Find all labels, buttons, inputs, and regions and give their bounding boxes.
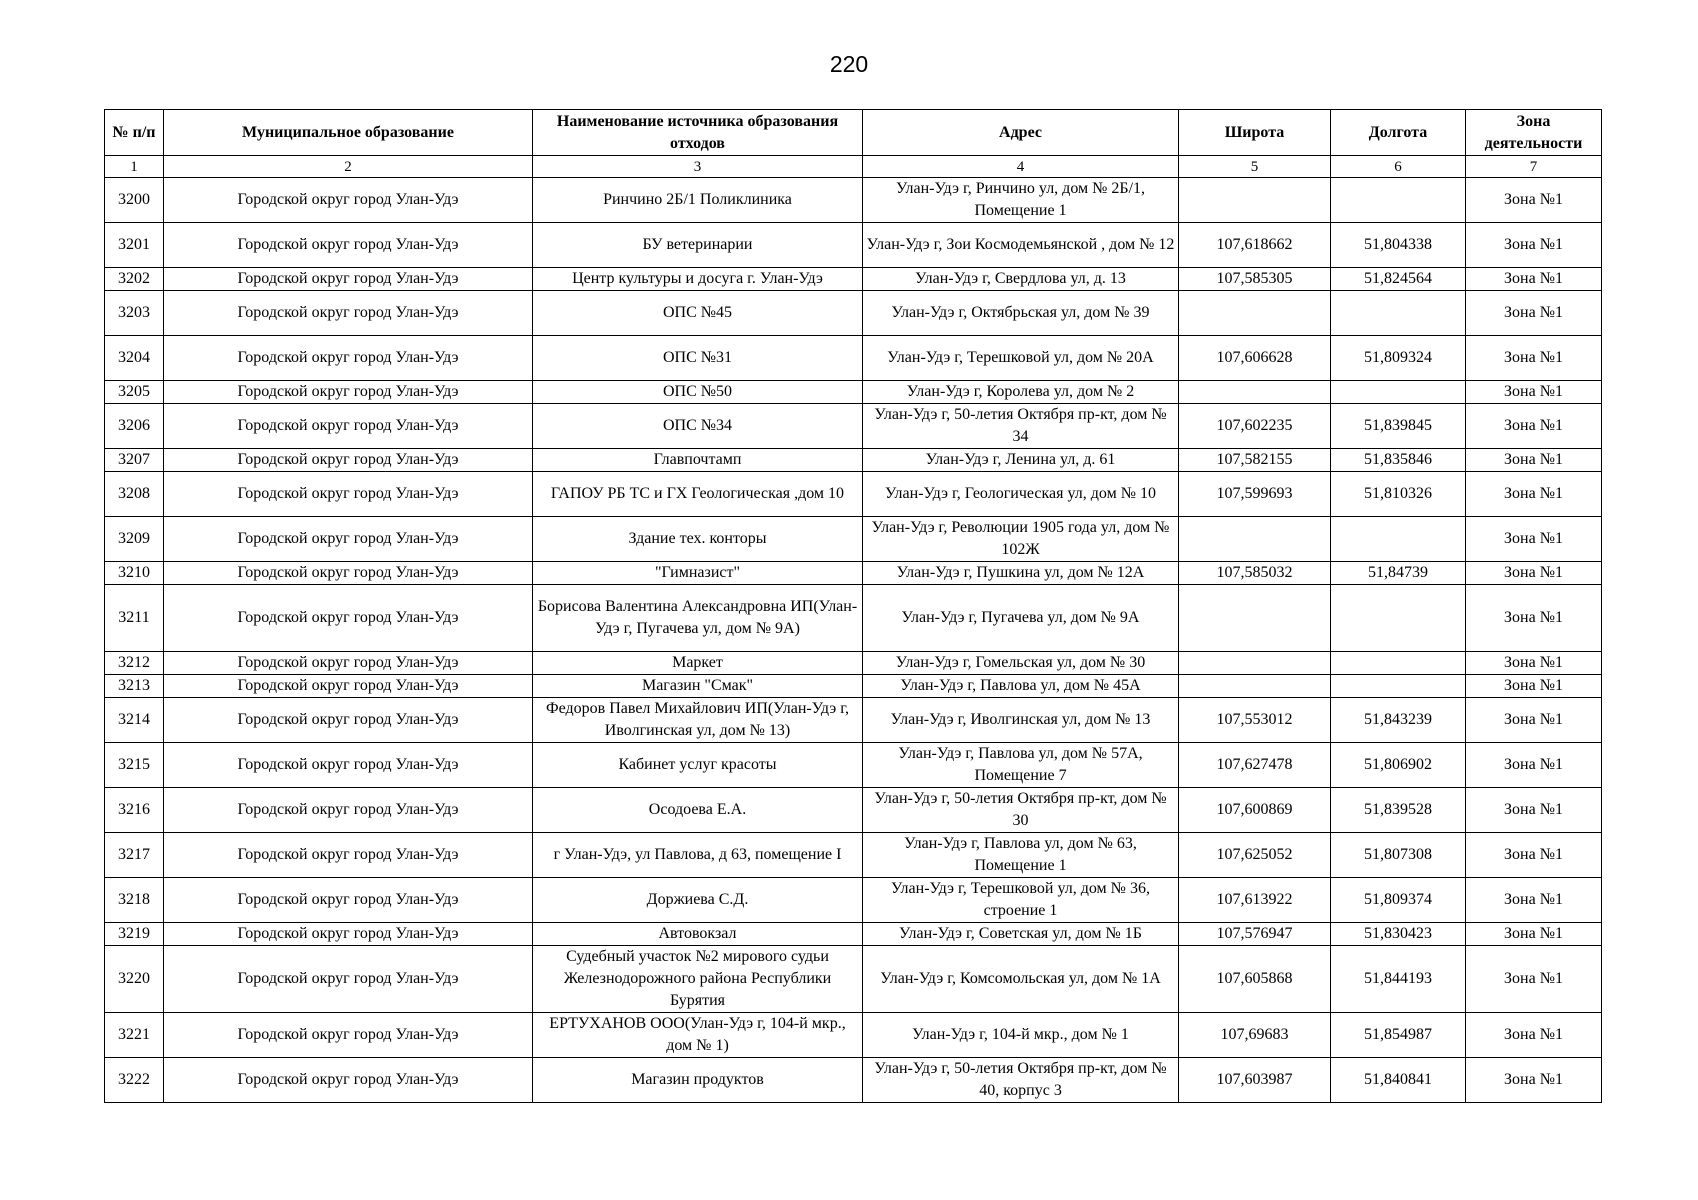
latitude-cell: 107,585032 (1179, 562, 1331, 585)
header-source-name: Наименование источника образования отходов (533, 110, 863, 156)
longitude-cell: 51,830423 (1331, 923, 1466, 946)
source-name-cell: Маркет (533, 652, 863, 675)
municipality-cell: Городской округ город Улан-Удэ (164, 178, 533, 223)
zone-cell: Зона №1 (1466, 381, 1602, 404)
longitude-cell: 51,807308 (1331, 833, 1466, 878)
longitude-cell: 51,824564 (1331, 268, 1466, 291)
latitude-cell: 107,618662 (1179, 223, 1331, 268)
municipality-cell: Городской округ город Улан-Удэ (164, 675, 533, 698)
latitude-cell (1179, 178, 1331, 223)
latitude-cell: 107,576947 (1179, 923, 1331, 946)
table-row (105, 1058, 1602, 1103)
municipality-cell: Городской округ город Улан-Удэ (164, 381, 533, 404)
row-number: 3206 (105, 404, 164, 449)
table-row (105, 268, 1602, 291)
column-number: 3 (533, 156, 863, 178)
longitude-cell: 51,809324 (1331, 336, 1466, 381)
source-name-cell: Федоров Павел Михайлович ИП(Улан-Удэ г, Иволгинская ул, дом № 13) (533, 698, 863, 743)
municipality-cell: Городской округ город Улан-Удэ (164, 449, 533, 472)
longitude-cell (1331, 381, 1466, 404)
address-cell: Улан-Удэ г, Терешковой ул, дом № 36, строение 1 (863, 878, 1179, 923)
longitude-cell: 51,835846 (1331, 449, 1466, 472)
column-number: 4 (863, 156, 1179, 178)
table-row (105, 833, 1602, 878)
address-cell: Улан-Удэ г, Павлова ул, дом № 57А, Помещение 7 (863, 743, 1179, 788)
municipality-cell: Городской округ город Улан-Удэ (164, 788, 533, 833)
source-name-cell: БУ ветеринарии (533, 223, 863, 268)
longitude-cell: 51,810326 (1331, 472, 1466, 517)
latitude-cell: 107,600869 (1179, 788, 1331, 833)
address-cell: Улан-Удэ г, Советская ул, дом № 1Б (863, 923, 1179, 946)
table-row (105, 517, 1602, 562)
zone-cell: Зона №1 (1466, 923, 1602, 946)
column-number-row (105, 156, 1602, 178)
table-row (105, 404, 1602, 449)
latitude-cell: 107,606628 (1179, 336, 1331, 381)
table-row (105, 946, 1602, 1013)
longitude-cell: 51,84739 (1331, 562, 1466, 585)
source-name-cell: "Гимназист" (533, 562, 863, 585)
longitude-cell (1331, 675, 1466, 698)
address-cell: Улан-Удэ г, 104-й мкр., дом № 1 (863, 1013, 1179, 1058)
column-number: 6 (1331, 156, 1466, 178)
row-number: 3218 (105, 878, 164, 923)
address-cell: Улан-Удэ г, Павлова ул, дом № 63, Помещение 1 (863, 833, 1179, 878)
table-row (105, 923, 1602, 946)
longitude-cell: 51,854987 (1331, 1013, 1466, 1058)
municipality-cell: Городской округ город Улан-Удэ (164, 404, 533, 449)
zone-cell: Зона №1 (1466, 878, 1602, 923)
header-longitude: Долгота (1331, 110, 1466, 156)
header-latitude: Широта (1179, 110, 1331, 156)
row-number: 3220 (105, 946, 164, 1013)
source-name-cell: ОПС №45 (533, 291, 863, 336)
zone-cell: Зона №1 (1466, 449, 1602, 472)
zone-cell: Зона №1 (1466, 517, 1602, 562)
row-number: 3208 (105, 472, 164, 517)
municipality-cell: Городской округ город Улан-Удэ (164, 923, 533, 946)
table-row (105, 1013, 1602, 1058)
municipality-cell: Городской округ город Улан-Удэ (164, 1058, 533, 1103)
address-cell: Улан-Удэ г, Октябрьская ул, дом № 39 (863, 291, 1179, 336)
page-number: 220 (829, 51, 869, 77)
longitude-cell: 51,843239 (1331, 698, 1466, 743)
source-name-cell: Автовокзал (533, 923, 863, 946)
source-name-cell: Кабинет услуг красоты (533, 743, 863, 788)
longitude-cell: 51,839528 (1331, 788, 1466, 833)
municipality-cell: Городской округ город Улан-Удэ (164, 698, 533, 743)
longitude-cell: 51,844193 (1331, 946, 1466, 1013)
address-cell: Улан-Удэ г, Революции 1905 года ул, дом № 102Ж (863, 517, 1179, 562)
row-number: 3207 (105, 449, 164, 472)
source-name-cell: ОПС №31 (533, 336, 863, 381)
row-number: 3210 (105, 562, 164, 585)
column-number: 1 (105, 156, 164, 178)
row-number: 3203 (105, 291, 164, 336)
longitude-cell (1331, 585, 1466, 652)
row-number: 3200 (105, 178, 164, 223)
column-number: 7 (1466, 156, 1602, 178)
table-row (105, 585, 1602, 652)
row-number: 3205 (105, 381, 164, 404)
table-row (105, 336, 1602, 381)
municipality-cell: Городской округ город Улан-Удэ (164, 517, 533, 562)
address-cell: Улан-Удэ г, 50-летия Октября пр-кт, дом № 34 (863, 404, 1179, 449)
address-cell: Улан-Удэ г, Свердлова ул, д. 13 (863, 268, 1179, 291)
latitude-cell: 107,69683 (1179, 1013, 1331, 1058)
header-address: Адрес (863, 110, 1179, 156)
latitude-cell: 107,602235 (1179, 404, 1331, 449)
table-row (105, 675, 1602, 698)
address-cell: Улан-Удэ г, 50-летия Октября пр-кт, дом № 30 (863, 788, 1179, 833)
row-number: 3212 (105, 652, 164, 675)
zone-cell: Зона №1 (1466, 178, 1602, 223)
latitude-cell: 107,585305 (1179, 268, 1331, 291)
zone-cell: Зона №1 (1466, 743, 1602, 788)
latitude-cell: 107,599693 (1179, 472, 1331, 517)
zone-cell: Зона №1 (1466, 291, 1602, 336)
latitude-cell (1179, 652, 1331, 675)
table-row (105, 291, 1602, 336)
header-row (105, 110, 1602, 156)
latitude-cell: 107,603987 (1179, 1058, 1331, 1103)
source-name-cell: Судебный участок №2 мирового судьи Железнодорожного района Республики Бурятия (533, 946, 863, 1013)
address-cell: Улан-Удэ г, Ринчино ул, дом № 2Б/1, Помещение 1 (863, 178, 1179, 223)
latitude-cell: 107,605868 (1179, 946, 1331, 1013)
row-number: 3214 (105, 698, 164, 743)
address-cell: Улан-Удэ г, Павлова ул, дом № 45А (863, 675, 1179, 698)
municipality-cell: Городской округ город Улан-Удэ (164, 833, 533, 878)
latitude-cell (1179, 381, 1331, 404)
source-name-cell: ОПС №50 (533, 381, 863, 404)
row-number: 3217 (105, 833, 164, 878)
table-row (105, 788, 1602, 833)
latitude-cell: 107,553012 (1179, 698, 1331, 743)
source-name-cell: Магазин продуктов (533, 1058, 863, 1103)
table-row (105, 381, 1602, 404)
row-number: 3209 (105, 517, 164, 562)
waste-sources-table (104, 109, 1602, 1103)
longitude-cell: 51,840841 (1331, 1058, 1466, 1103)
longitude-cell (1331, 178, 1466, 223)
longitude-cell (1331, 652, 1466, 675)
latitude-cell: 107,627478 (1179, 743, 1331, 788)
address-cell: Улан-Удэ г, Геологическая ул, дом № 10 (863, 472, 1179, 517)
row-number: 3211 (105, 585, 164, 652)
municipality-cell: Городской округ город Улан-Удэ (164, 336, 533, 381)
source-name-cell: Осодоева Е.А. (533, 788, 863, 833)
row-number: 3219 (105, 923, 164, 946)
zone-cell: Зона №1 (1466, 652, 1602, 675)
row-number: 3213 (105, 675, 164, 698)
zone-cell: Зона №1 (1466, 223, 1602, 268)
municipality-cell: Городской округ город Улан-Удэ (164, 291, 533, 336)
source-name-cell: Ринчино 2Б/1 Поликлиника (533, 178, 863, 223)
municipality-cell: Городской округ город Улан-Удэ (164, 472, 533, 517)
longitude-cell: 51,839845 (1331, 404, 1466, 449)
municipality-cell: Городской округ город Улан-Удэ (164, 268, 533, 291)
address-cell: Улан-Удэ г, Комсомольская ул, дом № 1А (863, 946, 1179, 1013)
address-cell: Улан-Удэ г, Иволгинская ул, дом № 13 (863, 698, 1179, 743)
address-cell: Улан-Удэ г, Зои Космодемьянской , дом № 12 (863, 223, 1179, 268)
row-number: 3221 (105, 1013, 164, 1058)
source-name-cell: Магазин "Смак" (533, 675, 863, 698)
row-number: 3202 (105, 268, 164, 291)
source-name-cell: г Улан-Удэ, ул Павлова, д 63, помещение I (533, 833, 863, 878)
municipality-cell: Городской округ город Улан-Удэ (164, 562, 533, 585)
zone-cell: Зона №1 (1466, 946, 1602, 1013)
source-name-cell: Здание тех. конторы (533, 517, 863, 562)
row-number: 3222 (105, 1058, 164, 1103)
row-number: 3201 (105, 223, 164, 268)
address-cell: Улан-Удэ г, Терешковой ул, дом № 20А (863, 336, 1179, 381)
address-cell: Улан-Удэ г, Королева ул, дом № 2 (863, 381, 1179, 404)
column-number: 2 (164, 156, 533, 178)
zone-cell: Зона №1 (1466, 268, 1602, 291)
zone-cell: Зона №1 (1466, 698, 1602, 743)
row-number: 3215 (105, 743, 164, 788)
address-cell: Улан-Удэ г, 50-летия Октября пр-кт, дом № 40, корпус 3 (863, 1058, 1179, 1103)
address-cell: Улан-Удэ г, Гомельская ул, дом № 30 (863, 652, 1179, 675)
table-row (105, 472, 1602, 517)
zone-cell: Зона №1 (1466, 788, 1602, 833)
zone-cell: Зона №1 (1466, 675, 1602, 698)
municipality-cell: Городской округ город Улан-Удэ (164, 585, 533, 652)
latitude-cell (1179, 585, 1331, 652)
table-row (105, 223, 1602, 268)
latitude-cell: 107,625052 (1179, 833, 1331, 878)
latitude-cell: 107,582155 (1179, 449, 1331, 472)
source-name-cell: ГАПОУ РБ ТС и ГХ Геологическая ,дом 10 (533, 472, 863, 517)
source-name-cell: Борисова Валентина Александровна ИП(Улан-Удэ г, Пугачева ул, дом № 9А) (533, 585, 863, 652)
source-name-cell: Главпочтамп (533, 449, 863, 472)
address-cell: Улан-Удэ г, Ленина ул, д. 61 (863, 449, 1179, 472)
latitude-cell (1179, 517, 1331, 562)
table-row (105, 178, 1602, 223)
source-name-cell: Доржиева С.Д. (533, 878, 863, 923)
table-row (105, 562, 1602, 585)
column-number: 5 (1179, 156, 1331, 178)
table-row (105, 698, 1602, 743)
municipality-cell: Городской округ город Улан-Удэ (164, 946, 533, 1013)
zone-cell: Зона №1 (1466, 336, 1602, 381)
zone-cell: Зона №1 (1466, 404, 1602, 449)
municipality-cell: Городской округ город Улан-Удэ (164, 223, 533, 268)
zone-cell: Зона №1 (1466, 833, 1602, 878)
address-cell: Улан-Удэ г, Пугачева ул, дом № 9А (863, 585, 1179, 652)
row-number: 3216 (105, 788, 164, 833)
municipality-cell: Городской округ город Улан-Удэ (164, 1013, 533, 1058)
municipality-cell: Городской округ город Улан-Удэ (164, 743, 533, 788)
source-name-cell: ЕРТУХАНОВ ООО(Улан-Удэ г, 104-й мкр., дом № 1) (533, 1013, 863, 1058)
header-municipality: Муниципальное образование (164, 110, 533, 156)
latitude-cell (1179, 291, 1331, 336)
zone-cell: Зона №1 (1466, 562, 1602, 585)
longitude-cell: 51,806902 (1331, 743, 1466, 788)
source-name-cell: Центр культуры и досуга г. Улан-Удэ (533, 268, 863, 291)
municipality-cell: Городской округ город Улан-Удэ (164, 878, 533, 923)
address-cell: Улан-Удэ г, Пушкина ул, дом № 12А (863, 562, 1179, 585)
latitude-cell (1179, 675, 1331, 698)
table-row (105, 652, 1602, 675)
zone-cell: Зона №1 (1466, 472, 1602, 517)
latitude-cell: 107,613922 (1179, 878, 1331, 923)
table-row (105, 878, 1602, 923)
header-number: № п/п (105, 110, 164, 156)
municipality-cell: Городской округ город Улан-Удэ (164, 652, 533, 675)
table-row (105, 449, 1602, 472)
zone-cell: Зона №1 (1466, 1058, 1602, 1103)
zone-cell: Зона №1 (1466, 1013, 1602, 1058)
row-number: 3204 (105, 336, 164, 381)
table-row (105, 743, 1602, 788)
longitude-cell (1331, 291, 1466, 336)
longitude-cell (1331, 517, 1466, 562)
source-name-cell: ОПС №34 (533, 404, 863, 449)
longitude-cell: 51,809374 (1331, 878, 1466, 923)
header-zone: Зона деятельности (1466, 110, 1602, 156)
zone-cell: Зона №1 (1466, 585, 1602, 652)
longitude-cell: 51,804338 (1331, 223, 1466, 268)
